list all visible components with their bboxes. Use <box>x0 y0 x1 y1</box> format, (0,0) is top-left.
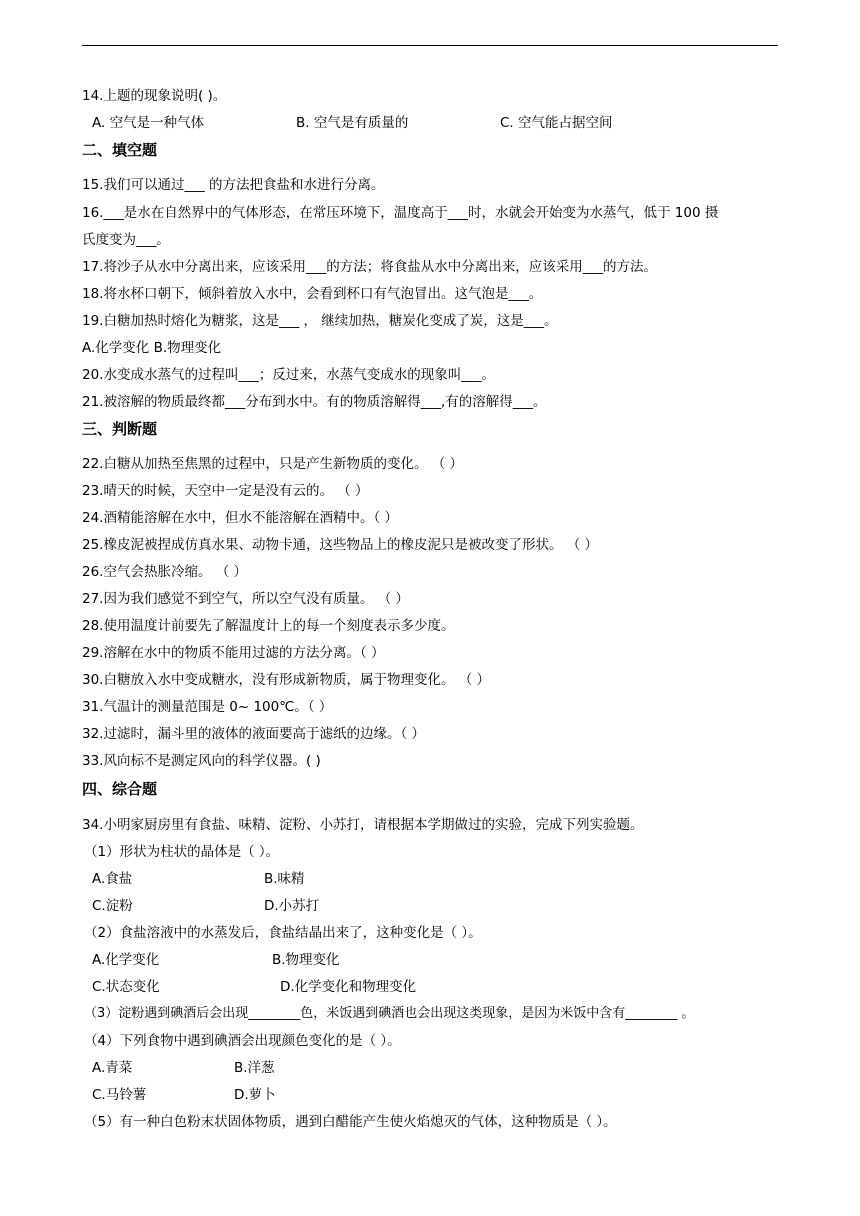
q34-part-2-option-d: D.化学变化和物理变化 <box>280 979 417 995</box>
q14-option-a: A. 空气是一种气体 <box>92 115 205 131</box>
q34-part-4-option-a: A.青菜 <box>92 1060 133 1076</box>
question-34: 34.小明家厨房里有食盐、味精、淀粉、小苏打，请根据本学期做过的实验，完成下列实验题。 <box>82 817 644 833</box>
q34-part-4-option-c: C.马铃薯 <box>92 1087 147 1103</box>
q34-part-2: （2）食盐溶液中的水蒸发后，食盐结晶出来了，这种变化是（ ）。 <box>84 925 482 941</box>
section-true-false-heading: 三、判断题 <box>82 420 158 438</box>
question-19: 19.白糖加热时熔化为糖浆，这是___ ， 继续加热，糖炭化变成了炭，这是___。 <box>82 313 558 329</box>
question-28: 28.使用温度计前要先了解温度计上的每一个刻度表示多少度。 <box>82 618 455 634</box>
question-19-options: A.化学变化 B.物理变化 <box>82 340 222 356</box>
section-fill-in-heading: 二、填空题 <box>82 141 158 159</box>
q34-part-1-option-d: D.小苏打 <box>264 898 320 914</box>
question-14: 14.上题的现象说明( )。 <box>82 88 227 104</box>
q34-part-2-option-c: C.状态变化 <box>92 979 160 995</box>
question-33: 33.风向标不是测定风向的科学仪器。( ) <box>82 753 321 769</box>
question-29: 29.溶解在水中的物质不能用过滤的方法分离。（ ） <box>82 645 385 661</box>
question-31: 31.气温计的测量范围是 0~ 100℃。（ ） <box>82 699 333 715</box>
q14-option-c: C. 空气能占据空间 <box>500 115 613 131</box>
question-17: 17.将沙子从水中分离出来，应该采用___的方法；将食盐从水中分离出来，应该采用___的方法。 <box>82 259 657 275</box>
question-27: 27.因为我们感觉不到空气，所以空气没有质量。 （ ） <box>82 591 410 607</box>
question-26: 26.空气会热胀冷缩。 （ ） <box>82 564 248 580</box>
question-16-continued: 氏度变为___。 <box>82 232 170 248</box>
question-23: 23.晴天的时候，天空中一定是没有云的。 （ ） <box>82 483 369 499</box>
q34-part-2-option-a: A.化学变化 <box>92 952 160 968</box>
q34-part-2-option-b: B.物理变化 <box>272 952 340 968</box>
question-24: 24.酒精能溶解在水中，但水不能溶解在酒精中。（ ） <box>82 510 399 526</box>
question-20: 20.水变成水蒸气的过程叫___；反过来，水蒸气变成水的现象叫___。 <box>82 367 495 383</box>
header-rule <box>82 45 778 46</box>
question-30: 30.白糖放入水中变成糖水，没有形成新物质，属于物理变化。 （ ） <box>82 672 491 688</box>
q34-part-4-option-b: B.洋葱 <box>234 1060 275 1076</box>
q34-part-1-option-a: A.食盐 <box>92 871 133 887</box>
question-32: 32.过滤时，漏斗里的液体的液面要高于滤纸的边缘。（ ） <box>82 726 426 742</box>
q34-part-5: （5）有一种白色粉末状固体物质，遇到白醋能产生使火焰熄灭的气体，这种物质是（ ）。 <box>84 1114 617 1130</box>
q34-part-4-option-d: D.萝卜 <box>234 1087 276 1103</box>
question-21: 21.被溶解的物质最终都___分布到水中。有的物质溶解得___,有的溶解得___。 <box>82 394 547 410</box>
section-comprehensive-heading: 四、综合题 <box>82 780 158 798</box>
question-22: 22.白糖从加热至焦黑的过程中，只是产生新物质的变化。 （ ） <box>82 456 464 472</box>
question-15: 15.我们可以通过___ 的方法把食盐和水进行分离。 <box>82 177 385 193</box>
q34-part-1-option-c: C.淀粉 <box>92 898 133 914</box>
question-18: 18.将水杯口朝下，倾斜着放入水中，会看到杯口有气泡冒出。这气泡是___。 <box>82 286 543 302</box>
question-16: 16.___是水在自然界中的气体形态，在常压环境下，温度高于___时，水就会开始变为水蒸气，低于 100 摄 <box>82 205 719 221</box>
q14-option-b: B. 空气是有质量的 <box>296 115 409 131</box>
q34-part-3: （3）淀粉遇到碘酒后会出现________色，米饭遇到碘酒也会出现这类现象，是因为米饭中含有________ 。 <box>84 1006 695 1021</box>
q34-part-4: （4）下列食物中遇到碘酒会出现颜色变化的是（ ）。 <box>84 1033 401 1049</box>
q34-part-1: （1）形状为柱状的晶体是（ ）。 <box>84 844 280 860</box>
q34-part-1-option-b: B.味精 <box>264 871 305 887</box>
question-25: 25.橡皮泥被捏成仿真水果、动物卡通，这些物品上的橡皮泥只是被改变了形状。 （ ） <box>82 537 599 553</box>
